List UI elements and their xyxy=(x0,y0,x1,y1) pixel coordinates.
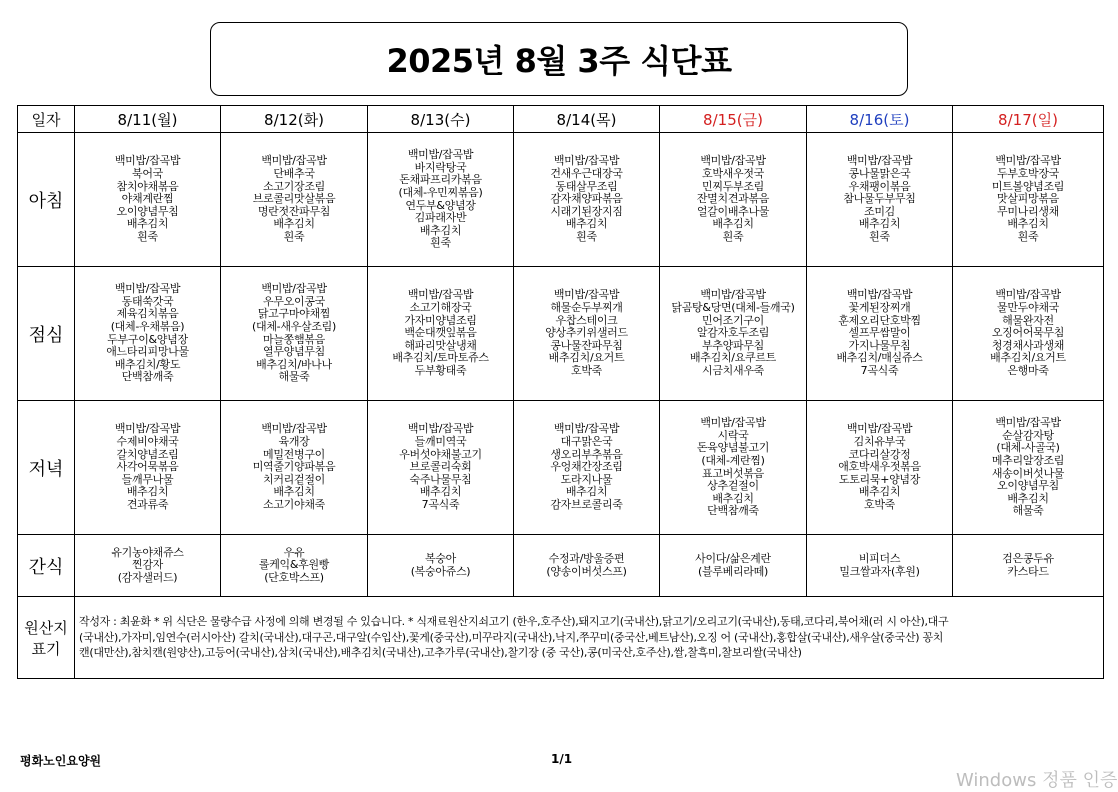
menu-cell xyxy=(75,401,221,535)
menu-item: 백미밥/잡곡밥 xyxy=(846,154,913,168)
menu-item: (복숭아쥬스) xyxy=(410,564,471,578)
menu-item: 7곡식죽 xyxy=(421,497,460,511)
menu-item: 감자브로콜리죽 xyxy=(550,497,623,511)
meal-label: 저녁 xyxy=(18,401,75,535)
origin-line: (국내산),가자미,임연수(러시아산) 갈치(국내산),대구곤,대구알(수입산),꽃게(중국산),미꾸라지(국내산),낙지,쭈꾸미(중국산,베트남산),오징 어 (국내산),홍합살(국내산),새우살(중국산) 꽁치 xyxy=(79,630,944,644)
menu-item: 참치야채볶음 xyxy=(116,179,179,193)
menu-item: 카스타드 xyxy=(1007,564,1049,578)
menu-item: 맛살피망볶음 xyxy=(997,192,1059,206)
menu-item: 호박죽 xyxy=(571,363,602,377)
menu-item: 수제비야채국 xyxy=(116,435,179,449)
menu-item: 배추김치 xyxy=(126,217,169,231)
menu-item: 두부호박장국 xyxy=(997,167,1059,181)
menu-item: 해물죽 xyxy=(1012,504,1044,518)
menu-item: 백미밥/잡곡밥 xyxy=(846,422,913,436)
menu-item: 물만두야채국 xyxy=(997,301,1059,315)
menu-item: 훈제오리단호박찜 xyxy=(838,313,921,327)
menu-item: 김파래자반 xyxy=(414,211,467,225)
menu-item: 민어조기구이 xyxy=(702,313,764,327)
menu-item: 백미밥/잡곡밥 xyxy=(407,422,474,436)
menu-item: 민찌두부조림 xyxy=(702,179,764,193)
menu-item: 북어국 xyxy=(132,167,163,181)
menu-item: 유기농야채쥬스 xyxy=(111,545,184,559)
menu-item: 백미밥/잡곡밥 xyxy=(261,282,327,296)
menu-item: 우버섯야채불고기 xyxy=(399,447,482,461)
menu-item: 배추김치/요거트 xyxy=(548,351,625,365)
menu-cell xyxy=(807,133,953,267)
menu-item: 해물죽 xyxy=(278,370,310,384)
menu-item: 표고버섯볶음 xyxy=(702,466,764,480)
menu-item: 해물완자전 xyxy=(1002,313,1054,327)
menu-item: 새송이버섯나물 xyxy=(991,466,1065,480)
menu-item: (대체-계란찜) xyxy=(701,453,765,467)
menu-item: 셀프무쌈말이 xyxy=(848,326,911,340)
header-row xyxy=(18,106,1104,133)
menu-item: 갈치양념조림 xyxy=(116,447,179,461)
menu-item: (대체-사골국) xyxy=(996,441,1060,455)
menu-item: 호박새우젓국 xyxy=(702,167,764,181)
menu-item: 김치유부국 xyxy=(853,435,906,449)
menu-item: 배추김치 xyxy=(858,217,901,231)
menu-item: 백미밥/잡곡밥 xyxy=(700,416,766,430)
menu-item: 배추김치/요거트 xyxy=(990,351,1066,365)
menu-item: 우채팽이볶음 xyxy=(848,179,911,193)
menu-item: 견과류죽 xyxy=(126,497,169,511)
menu-item: 무미나리생채 xyxy=(997,204,1059,218)
menu-item: 단배추국 xyxy=(273,167,315,181)
menu-item: 건새우근대장국 xyxy=(550,167,623,181)
menu-item: 해파리맛살냉채 xyxy=(404,338,477,352)
menu-item: 감자채양파볶음 xyxy=(550,192,623,206)
menu-item: 도토리묵+양념장 xyxy=(838,472,921,486)
menu-item: 콩나물잔파무침 xyxy=(550,338,623,352)
day-header: 8/16(토) xyxy=(807,106,953,133)
menu-item: 청경채사과생채 xyxy=(991,338,1065,352)
menu-item: 밀크쌀과자(후원) xyxy=(839,564,920,578)
menu-item: 브로콜리숙회 xyxy=(409,460,472,474)
windows-activation-watermark: Windows 정품 인증 xyxy=(956,770,1118,791)
menu-item: 숙주나물무침 xyxy=(409,472,472,486)
menu-item: 미트볼양념조림 xyxy=(991,179,1065,193)
menu-item: 배추김치 xyxy=(1007,217,1049,231)
menu-item: 오징어어묵무침 xyxy=(991,326,1065,340)
menu-cell xyxy=(368,267,514,401)
menu-cell xyxy=(953,267,1104,401)
menu-item: 배추김치 xyxy=(712,491,754,505)
menu-item: 참나물두부무침 xyxy=(843,192,916,206)
menu-cell xyxy=(221,133,368,267)
meal-label: 간식 xyxy=(18,535,75,597)
menu-item: (양송이버섯스프) xyxy=(546,564,627,578)
menu-item: 부추양파무침 xyxy=(702,338,764,352)
menu-item: 해물순두부찌개 xyxy=(550,301,623,315)
menu-item: 야채계란찜 xyxy=(121,192,174,206)
menu-item: 들깨미역국 xyxy=(414,435,467,449)
page-title: 2025년 8월 3주 식단표 xyxy=(386,42,732,80)
menu-item: (대체-우민찌볶음) xyxy=(398,185,483,199)
menu-cell xyxy=(75,133,221,267)
menu-item: 배추김치/바나나 xyxy=(256,357,332,371)
menu-cell xyxy=(221,401,368,535)
menu-cell xyxy=(75,535,221,597)
meal-row-breakfast xyxy=(18,133,1104,267)
menu-item: 배추김치 xyxy=(565,217,608,231)
menu-item: 찐감자 xyxy=(132,558,163,572)
menu-item: 애호박새우젓볶음 xyxy=(838,460,921,474)
menu-item: 사이다/삶은계란 xyxy=(695,551,771,565)
menu-item: 들깨무나물 xyxy=(121,472,174,486)
menu-item: 백미밥/잡곡밥 xyxy=(114,422,181,436)
menu-item: 닭고구마야채찜 xyxy=(257,307,331,321)
menu-item: 백미밥/잡곡밥 xyxy=(407,148,474,162)
menu-item: 열무양념무침 xyxy=(263,345,325,359)
menu-item: 가지나물무침 xyxy=(848,338,911,352)
menu-item: 잔멸치견과볶음 xyxy=(696,192,770,206)
menu-item: 백미밥/잡곡밥 xyxy=(700,154,766,168)
menu-item: 제육김치볶음 xyxy=(116,307,179,321)
menu-item: 소고기해장국 xyxy=(409,301,472,315)
menu-cell xyxy=(514,535,660,597)
menu-item: 배추김치 xyxy=(712,217,754,231)
menu-item: 백미밥/잡곡밥 xyxy=(846,288,913,302)
menu-item: (대체-우채볶음) xyxy=(110,319,185,333)
footer-org: 평화노인요양원 xyxy=(20,754,102,768)
menu-item: 단백참깨죽 xyxy=(121,370,174,384)
menu-item: 백순대깻잎볶음 xyxy=(404,326,477,340)
menu-item: 소고기장조림 xyxy=(263,179,325,193)
menu-item: 소고기야채죽 xyxy=(263,497,325,511)
menu-item: 백미밥/잡곡밥 xyxy=(995,416,1061,430)
meal-row-lunch xyxy=(18,267,1104,401)
meal-label: 점심 xyxy=(18,267,75,401)
menu-cell xyxy=(221,535,368,597)
menu-item: 미역줄기양파볶음 xyxy=(252,460,336,474)
menu-item: 백미밥/잡곡밥 xyxy=(553,154,620,168)
menu-cell xyxy=(660,535,807,597)
day-header: 8/13(수) xyxy=(368,106,514,133)
menu-item: (대체-새우살조림) xyxy=(252,319,336,333)
menu-cell xyxy=(660,267,807,401)
menu-item: 브로콜리맛살볶음 xyxy=(252,192,336,206)
menu-item: (단호박스프) xyxy=(264,570,324,584)
menu-cell xyxy=(953,535,1104,597)
menu-item: 복숭아 xyxy=(425,551,456,565)
menu-item: 알감자호두조림 xyxy=(696,326,770,340)
menu-item: 우무오이콩국 xyxy=(263,294,325,308)
menu-item: (블루베리라떼) xyxy=(698,564,768,578)
menu-item: 조미김 xyxy=(864,204,895,218)
menu-item: 배추김치/요쿠르트 xyxy=(689,351,776,365)
menu-item: 백미밥/잡곡밥 xyxy=(553,422,620,436)
menu-item: 배추김치 xyxy=(273,217,315,231)
menu-item: 배추김치/매실쥬스 xyxy=(836,351,923,365)
menu-item: 육개장 xyxy=(278,435,310,449)
menu-cell xyxy=(368,535,514,597)
menu-cell xyxy=(221,267,368,401)
menu-cell xyxy=(75,267,221,401)
menu-item: 동태쑥갓국 xyxy=(121,294,174,308)
menu-item: 명란젓잔파무침 xyxy=(257,204,331,218)
menu-item: 수정과/방울증편 xyxy=(548,551,625,565)
menu-item: 순살감자탕 xyxy=(1002,428,1054,442)
menu-cell xyxy=(807,267,953,401)
menu-item: 오이양념무침 xyxy=(116,204,179,218)
menu-item: 호박죽 xyxy=(864,497,895,511)
menu-item: 애느타리피망나물 xyxy=(106,345,189,359)
menu-item: 흰죽 xyxy=(1017,229,1039,243)
menu-item: 바지락탕국 xyxy=(414,160,467,174)
menu-item: 우찹스테이크 xyxy=(555,313,618,327)
menu-item: 백미밥/잡곡밥 xyxy=(114,154,181,168)
menu-item: 은행마죽 xyxy=(1007,363,1049,377)
menu-item: 백미밥/잡곡밥 xyxy=(995,288,1061,302)
menu-item: 오이양념무침 xyxy=(997,479,1059,493)
menu-item: 흰죽 xyxy=(137,229,158,243)
origin-label: 원산지 표기 xyxy=(18,597,75,679)
menu-table xyxy=(17,105,1104,679)
menu-item: 두부구이&양념장 xyxy=(107,332,188,346)
menu-cell xyxy=(660,401,807,535)
menu-item: 7곡식죽 xyxy=(860,363,899,377)
origin-line: 캔(대만산),참치캔(원양산),고등어(국내산),삼치(국내산),배추김치(국내산),고추가루(국내산),찰기장 (중 국산),콩(미국산,호주산),쌀,찰흑미,찰보리쌀(국내산) xyxy=(79,646,802,660)
menu-item: 시락국 xyxy=(717,428,749,442)
menu-item: 백미밥/잡곡밥 xyxy=(261,422,327,436)
menu-item: 흰죽 xyxy=(430,236,451,250)
menu-item: 코다리살강정 xyxy=(848,447,911,461)
menu-item: 우엉채간장조림 xyxy=(550,460,623,474)
menu-item: 배추김치 xyxy=(858,485,901,499)
menu-item: 배추김치 xyxy=(565,485,608,499)
meal-row-snack xyxy=(18,535,1104,597)
menu-item: 닭곰탕&당면(대체-들깨국) xyxy=(671,301,795,315)
meal-row-dinner xyxy=(18,401,1104,535)
day-header: 8/11(월) xyxy=(75,106,221,133)
menu-item: 배추김치 xyxy=(419,485,462,499)
menu-item: 백미밥/잡곡밥 xyxy=(114,282,181,296)
menu-item: 꽃게된장찌개 xyxy=(848,301,911,315)
origin-text xyxy=(75,597,1104,679)
menu-cell xyxy=(368,133,514,267)
menu-item: 백미밥/잡곡밥 xyxy=(407,288,474,302)
menu-item: 롤케익&후원빵 xyxy=(258,558,330,572)
menu-item: 양상추키위샐러드 xyxy=(545,326,628,340)
menu-cell xyxy=(514,133,660,267)
menu-item: 배추김치/토마토쥬스 xyxy=(392,351,489,365)
menu-item: 콩나물맑은국 xyxy=(848,167,911,181)
menu-cell xyxy=(953,401,1104,535)
header-label: 일자 xyxy=(18,106,75,133)
menu-item: 돈채파프리카볶음 xyxy=(399,173,482,187)
menu-item: 흰죽 xyxy=(576,229,597,243)
menu-item: 동태살무조림 xyxy=(555,179,618,193)
menu-item: 두부황태죽 xyxy=(414,363,467,377)
menu-item: 단백참깨죽 xyxy=(707,504,759,518)
menu-item: 흰죽 xyxy=(283,229,305,243)
menu-item: 생오리부추볶음 xyxy=(550,447,623,461)
menu-item: 시금치새우죽 xyxy=(702,363,764,377)
menu-item: 비피더스 xyxy=(858,551,901,565)
day-header: 8/17(일) xyxy=(953,106,1104,133)
menu-item: 메밀전병구이 xyxy=(263,447,325,461)
menu-item: 상추겉절이 xyxy=(707,479,759,493)
menu-item: 대구맑은국 xyxy=(560,435,613,449)
menu-item: 흰죽 xyxy=(722,229,744,243)
menu-item: 백미밥/잡곡밥 xyxy=(261,154,327,168)
menu-item: 연두부&양념장 xyxy=(405,198,476,212)
origin-row xyxy=(18,597,1104,679)
menu-item: 배추김치 xyxy=(1007,491,1049,505)
meal-label: 아침 xyxy=(18,133,75,267)
day-header: 8/14(목) xyxy=(514,106,660,133)
menu-item: 백미밥/잡곡밥 xyxy=(700,288,766,302)
menu-item: 백미밥/잡곡밥 xyxy=(995,154,1061,168)
menu-item: 시래기된장지짐 xyxy=(550,204,623,218)
day-header: 8/15(금) xyxy=(660,106,807,133)
menu-item: 메추리알장조림 xyxy=(991,453,1065,467)
menu-item: 배추김치 xyxy=(126,485,169,499)
menu-item: 흰죽 xyxy=(869,229,890,243)
menu-cell xyxy=(368,401,514,535)
menu-item: 배추김치/황도 xyxy=(114,357,181,371)
menu-cell xyxy=(514,401,660,535)
menu-item: 백미밥/잡곡밥 xyxy=(553,288,620,302)
menu-item: 돈육양념불고기 xyxy=(696,441,770,455)
menu-item: 도라지나물 xyxy=(560,472,613,486)
menu-item: 배추김치 xyxy=(419,223,462,237)
title-box xyxy=(210,22,908,96)
menu-cell xyxy=(807,535,953,597)
menu-item: 검은콩두유 xyxy=(1002,551,1054,565)
menu-cell xyxy=(660,133,807,267)
menu-item: 사각어묵볶음 xyxy=(116,460,179,474)
menu-item: 배추김치 xyxy=(273,485,315,499)
menu-cell xyxy=(514,267,660,401)
menu-cell xyxy=(953,133,1104,267)
menu-item: 치커리겉절이 xyxy=(263,472,325,486)
footer-page-number: 1/1 xyxy=(551,752,573,766)
menu-item: 가자미양념조림 xyxy=(404,313,477,327)
menu-item: (감자샐러드) xyxy=(117,570,178,584)
menu-cell xyxy=(807,401,953,535)
menu-item: 마늘쫑햄볶음 xyxy=(263,332,325,346)
origin-line: 작성자 : 최윤화 * 위 식단은 물량수급 사정에 의해 변경될 수 있습니다. * 식재료원산지쇠고기 (한우,호주산),돼지고기(국내산),닭고기/오리고기(국내산),동태,코다리,북어채(러 시 아산),대구 xyxy=(79,615,949,629)
day-header: 8/12(화) xyxy=(221,106,368,133)
menu-item: 얼갈이배추나물 xyxy=(696,204,770,218)
menu-item: 우유 xyxy=(283,545,305,559)
